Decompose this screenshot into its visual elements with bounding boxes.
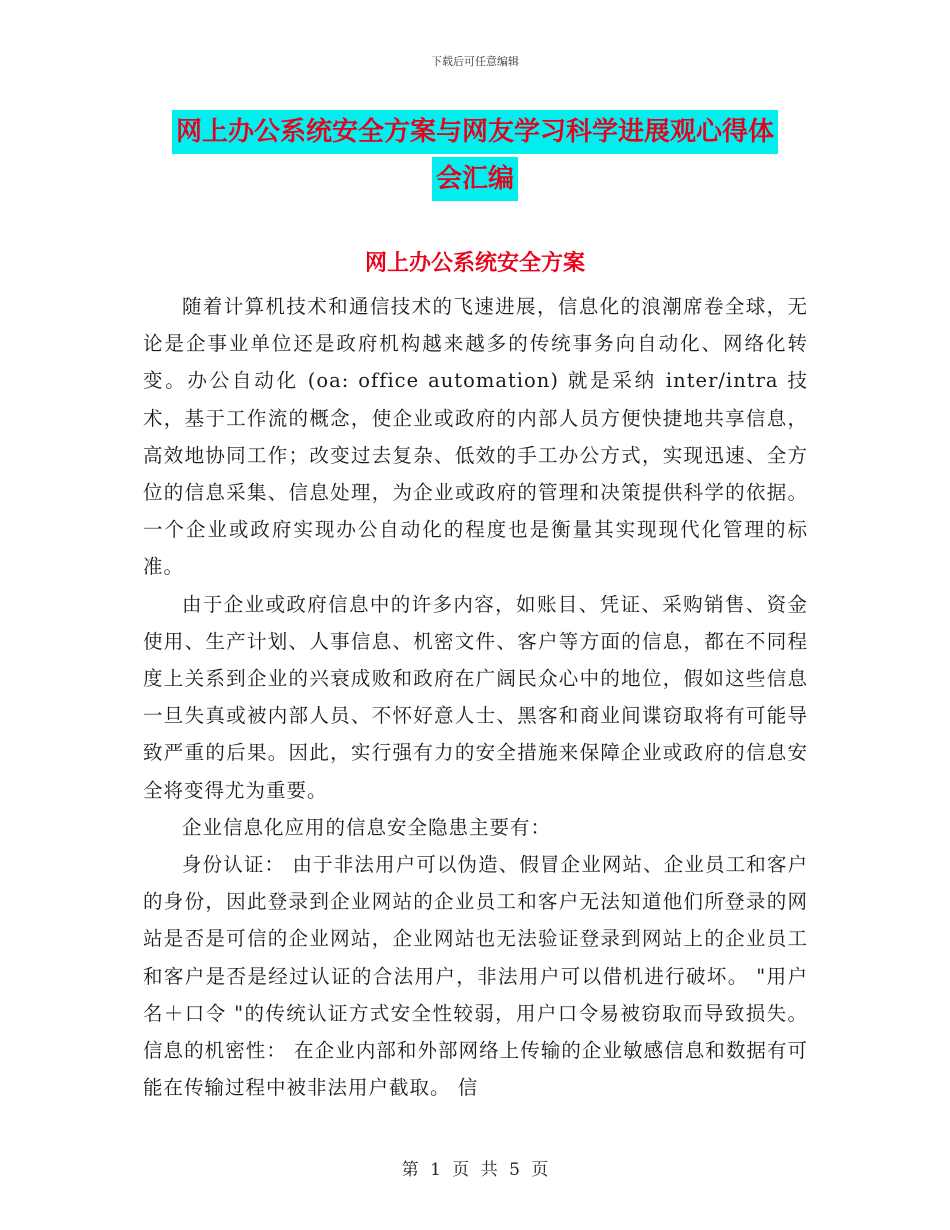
header-note: 下载后可任意编辑: [431, 55, 519, 68]
document-title: [140, 110, 810, 204]
section-title: 网上办公系统安全方案: [364, 251, 585, 276]
page-number-footer: 第 1 页 共 5 页: [401, 1160, 549, 1180]
paragraph-2: 由于企业或政府信息中的许多内容，如账目、凭证、采购销售、资金使用、生产计划、人事信息、机密文件、客户等方面的信息，都在不同程度上关系到企业的兴衰成败和政府在广阔民众心中的地位，假如这些信息一旦失真或被内部人员、不怀好意人士、黑客和商业间谍窃取将有可能导致严重的后果。因此，实行强有力的安全措施来保障企业或政府的信息安全将变得尤为重要。: [143, 592, 808, 802]
body-text: [143, 288, 808, 1106]
title-line-1: 网上办公系统安全方案与网友学习科学进展观心得体: [172, 110, 778, 154]
title-line-2: 会汇编: [432, 157, 518, 201]
paragraph-1: 随着计算机技术和通信技术的飞速进展，信息化的浪潮席卷全球，无论是企事业单位还是政府机构越来越多的传统事务向自动化、网络化转变。办公自动化 (oa: office automation) 就是采纳 inter/intra 技术，基于工作流的概念，使企业或政府的内部人员方便快捷地共享信息，高效地协同工作；改变过去复杂、低效的手工办公方式，实现迅速、全方位的信息采集、信息处理，为企业或政府的管理和决策提供科学的依据。一个企业或政府实现办公自动化的程度也是衡量其实现现代化管理的标准。: [143, 295, 808, 579]
paragraph-3: 企业信息化应用的信息安全隐患主要有：: [182, 815, 552, 839]
paragraph-4: 身份认证： 由于非法用户可以伪造、假冒企业网站、企业员工和客户的身份，因此登录到企业网站的企业员工和客户无法知道他们所登录的网站是否是可信的企业网站，企业网站也无法验证登录到网站上的企业员工和客户是否是经过认证的合法用户，非法用户可以借机进行破坏。 "用户名＋口令 "的传统认证方式安全性较弱，用户口令易被窃取而导致损失。 信息的机密性： 在企业内部和外部网络上传输的企业敏感信息和数据有可能在传输过程中被非法用户截取。 信: [143, 853, 808, 1100]
